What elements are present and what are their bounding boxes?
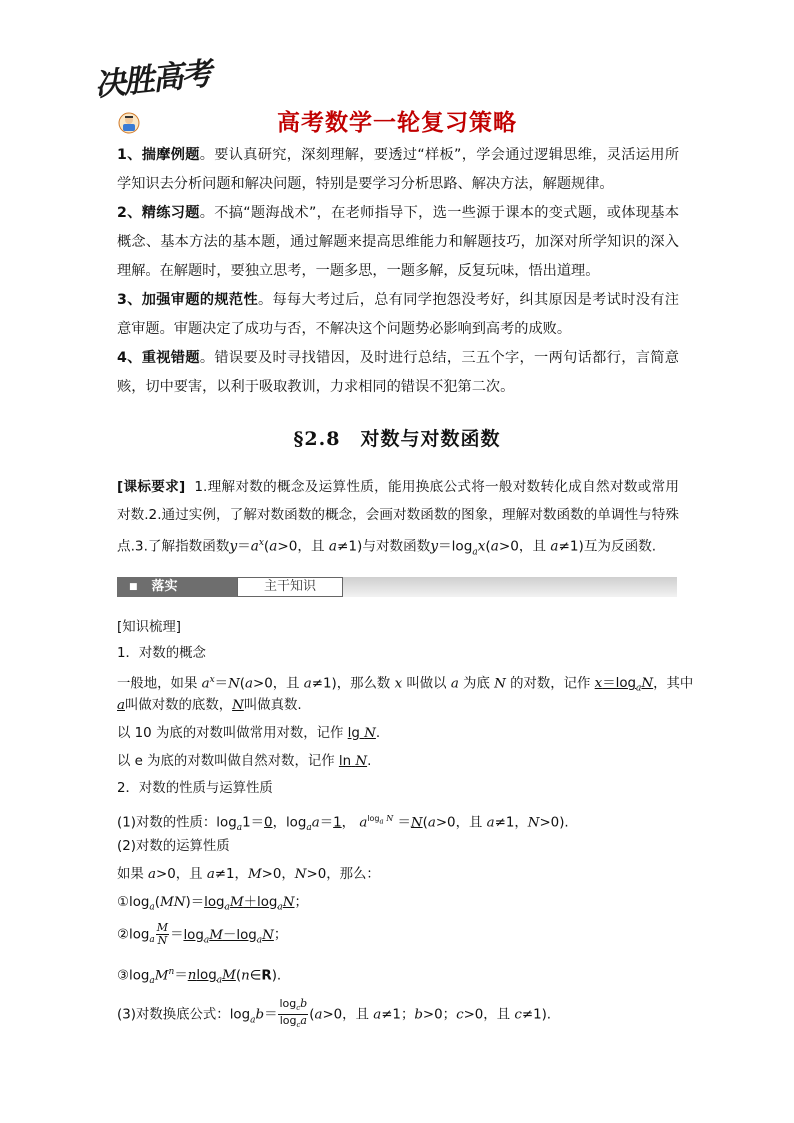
text-part: N [494,676,506,692]
square-bullet-icon: ■ [129,582,138,592]
formula-part: ＝log [438,538,473,555]
text-part: ，其中 [653,676,694,692]
text-part: a [379,817,384,826]
text-part: a [486,815,495,831]
strategy-text: 。不搞“题海战术”，在老师指导下，选一些源于课本的变式题，或体现基本概念、基本方法的基本题，通过解题来提高思维能力和解题技巧，加深对所学知识的深入理解。在解题时，要独立思考，一题多思，一题多解，反复玩味，悟出道理。 [117,205,680,279]
formula-part: y [229,538,238,555]
text-part: ≠1， [214,867,248,882]
text-part: (1)对数的性质：log [117,815,237,831]
text-part: ∈ [249,968,262,984]
strategy-item [117,344,679,402]
formula-part: ≠1)互为反函数. [558,538,657,555]
strategy-label: 4、重视错题 [117,350,200,366]
formula-part: a [550,538,559,555]
banner-dark-label: 落实 [151,579,178,594]
text-part: x [394,676,403,692]
blank-answer [411,815,423,830]
text-part: 的对数，记作 [505,676,595,692]
text-part: a [373,1007,382,1023]
text-part: M [222,968,236,984]
requirements-tag: [课标要求] [117,479,186,495]
text-part: a [117,698,125,713]
natural-log-line [117,752,687,772]
common-log-line [117,724,687,744]
text-part: >0，且 [156,867,207,882]
section-banner [117,577,677,597]
blank-answer [232,698,244,713]
text-part: ＝ [174,968,188,984]
change-of-base-line [117,998,687,1031]
text-part: a [206,867,215,882]
property-line [117,809,687,838]
text-part: 以 10 为底的对数叫做常用对数，记作 [117,726,348,741]
item-title: 2．对数的性质与运算性质 [117,781,273,796]
text-part: )＝ [185,895,205,910]
fraction [278,998,308,1031]
text-part: n [168,967,175,977]
text-part: >0，那么： [306,867,380,882]
blank-answer [187,968,236,987]
text-part: b [300,997,308,1010]
text-part: ( [239,676,246,692]
knowledge-heading: [知识梳理] [117,620,182,635]
text-part: ≠1)，那么数 [311,676,395,692]
strategy-label: 2、精练习题 [117,205,200,221]
text-part: ( [235,968,242,984]
page-title: 高考数学一轮复习策略 [277,110,517,136]
text-part: a [306,823,312,834]
text-part: N [355,754,368,769]
text-part: ( [154,895,161,910]
blank-answer: 0 [264,815,273,831]
formula-part: a [490,538,499,555]
text-part: a [148,867,157,882]
text-part: N [228,676,240,692]
text-part: >0，且 [463,1007,515,1023]
formula-part: a [328,538,338,555]
text-part: lg [347,726,360,741]
text-part: MN [160,895,186,910]
text-part: n [187,968,197,984]
text-part: log [367,814,380,823]
formula-part: x [258,538,264,548]
text-part: N [294,867,307,882]
text-part: N [282,895,295,910]
text-part: >0，且 [435,815,487,831]
text-part: a [201,676,210,692]
text-part: >0，且 [322,1007,374,1023]
formula-part: y [430,538,439,555]
formula-part: x [477,538,486,555]
text-part: a [359,815,368,831]
text-part: a [314,1007,323,1023]
text-part: x [209,675,215,685]
strategy-label: 1、揣摩例题 [117,147,200,163]
text-part: 一般地，如果 [117,676,202,692]
blank-answer [204,895,295,913]
section-title: 对数与对数函数 [360,428,501,450]
blank-answer [117,698,125,713]
text-part: a [203,935,210,946]
text-part: ≠1). [521,1007,552,1023]
rule-line [117,893,687,918]
text-part: ln [338,754,352,769]
requirements-text: 1.理解对数的概念及运算性质，能用换底公式将一般对数转化成自然对数或常用对数.2.通过实例，了解对数函数的概念，会画对数函数的图象，理解对数函数的单调性与特殊点.3.了解指数函数 [117,479,679,555]
text-part: x [594,676,603,692]
text-part: ； [273,927,288,943]
formula-part: ( [485,538,491,555]
blank-answer [348,726,376,741]
text-part: ≠1； [381,1007,415,1023]
text-part: M [209,927,223,943]
text-part: log [204,895,225,910]
text-part: >0； [422,1007,457,1023]
text-part: 1＝ [242,815,265,831]
blank-answer [594,676,654,695]
text-part: 叫做对数的底数， [124,698,233,713]
text-part: N [262,927,274,943]
text-part: N [527,815,540,831]
text-part: a [224,902,230,913]
logo-text: 决胜高考 [92,55,212,104]
strategy-text: 。错误要及时寻找错因，及时进行总结，三五个字，一两句话都行，言简意赅，切中要害，以利于吸取教训，力求相同的错误不犯第二次。 [117,350,679,395]
formula-part: ＝ [237,538,251,555]
text-part: N [232,698,244,713]
fraction [156,922,169,947]
text-part: a [303,676,312,692]
text-part: log [183,927,204,943]
text-part: ＝ [264,1007,278,1023]
text-part: a [236,823,243,834]
text-part: M [156,921,169,934]
text-part: a [450,676,459,692]
text-part: M [229,895,244,910]
text-part: log [196,968,217,984]
text-part: 以 e 为底的对数叫做自然对数，记作 [117,754,339,769]
text-part: 为底 [458,676,495,692]
rule-line [117,962,687,991]
text-part: M [247,867,262,882]
text-part: a [149,976,155,987]
text-part: b [414,1007,423,1023]
blank-answer [183,927,274,946]
property-heading: (2)对数的运算性质 [117,839,230,854]
text-part: N [364,726,376,741]
text-part: 叫做真数. [243,698,302,713]
blank-answer [339,754,367,769]
formula-part: >0，且 [498,538,551,555]
text-part: N [410,815,423,831]
text-part: b [255,1007,265,1023]
text-part: a [250,1015,256,1026]
text-part: N [386,814,394,823]
strategy-label: 3、加强审题的规范性 [117,292,258,308]
text-part: N [157,934,168,947]
text-part: ①log [117,895,150,910]
text-part: a [427,815,436,831]
text-part: >0). [539,815,569,831]
strategy-text: 。每每大考过后，总有同学抱怨没考好，纠其原因是考试时没有注意审题。审题决定了成功与否，不解决这个问题势必影响到高考的成败。 [117,292,679,337]
section-heading [0,424,794,451]
banner-light-tab: 主干知识 [237,577,343,597]
text-part: ； [294,895,308,910]
text-part: a [149,935,155,946]
text-part: 叫做以 [402,676,451,692]
condition-line [117,865,687,885]
text-part: n [241,968,250,984]
text-part: ＋log [243,895,278,910]
text-part: ，log [272,815,307,831]
definition-line [117,670,694,699]
text-part: >0， [261,867,295,882]
formula-part: >0，且 [277,538,329,555]
definition-line [117,696,687,716]
curriculum-requirements [117,473,679,566]
item-title: 1．对数的概念 [117,646,206,661]
text-part: ( [309,1007,315,1023]
text-part: ②log [117,927,150,943]
text-part: log [279,997,297,1010]
rule-line [117,922,687,950]
text-part: ＝ [170,927,184,943]
formula-part: a [269,538,278,555]
text-part: . [367,754,372,769]
formula-part: a [472,547,478,558]
text-part: c [514,1007,522,1023]
text-part: >0，且 [253,676,304,692]
banner-dark-tab [117,577,237,597]
text-part: (3)对数换底公式：log [117,1007,251,1023]
strategy-text: 。要认真研究，深刻理解，要透过“样板”，学会通过逻辑思维，灵活运用所学知识去分析问题和解决问题，特别是要学习分析思路、解决方法，解题规律。 [117,147,680,192]
strategy-item [117,286,679,344]
text-part: ≠1， [494,815,528,831]
text-part: ＝ [214,676,229,692]
text-part: c [296,1021,301,1030]
text-part: ＝log [602,676,637,692]
text-part: ＝ [397,815,411,831]
text-part: ③log [117,968,150,984]
text-part: R [261,968,272,984]
text-part: a [311,815,320,831]
formula-part: a [250,538,259,555]
strategy-item [117,199,679,286]
text-part: . [375,726,381,741]
text-part: a [636,684,642,695]
strategy-item [117,141,679,199]
text-part: a [300,1014,307,1028]
text-part: ). [271,968,282,984]
text-part: ， [341,815,356,831]
formula-part: ( [263,538,270,555]
text-part: a [277,902,283,913]
section-number: §2.8 [293,428,341,450]
text-part: c [296,1004,301,1013]
text-part: ＝ [319,815,334,831]
text-part: 如果 [117,867,149,882]
text-part: ( [422,815,428,831]
text-part: N [641,676,654,692]
text-part: log [279,1014,297,1028]
text-part: a [149,902,155,913]
text-part: a [245,676,253,692]
text-part: a [256,935,263,946]
blank-answer: 1 [333,815,342,831]
text-part: －log [222,927,257,943]
text-part: c [456,1007,464,1023]
text-part: a [216,976,223,987]
formula-part: ≠1)与对数函数 [337,538,431,555]
text-part: M [154,968,169,984]
